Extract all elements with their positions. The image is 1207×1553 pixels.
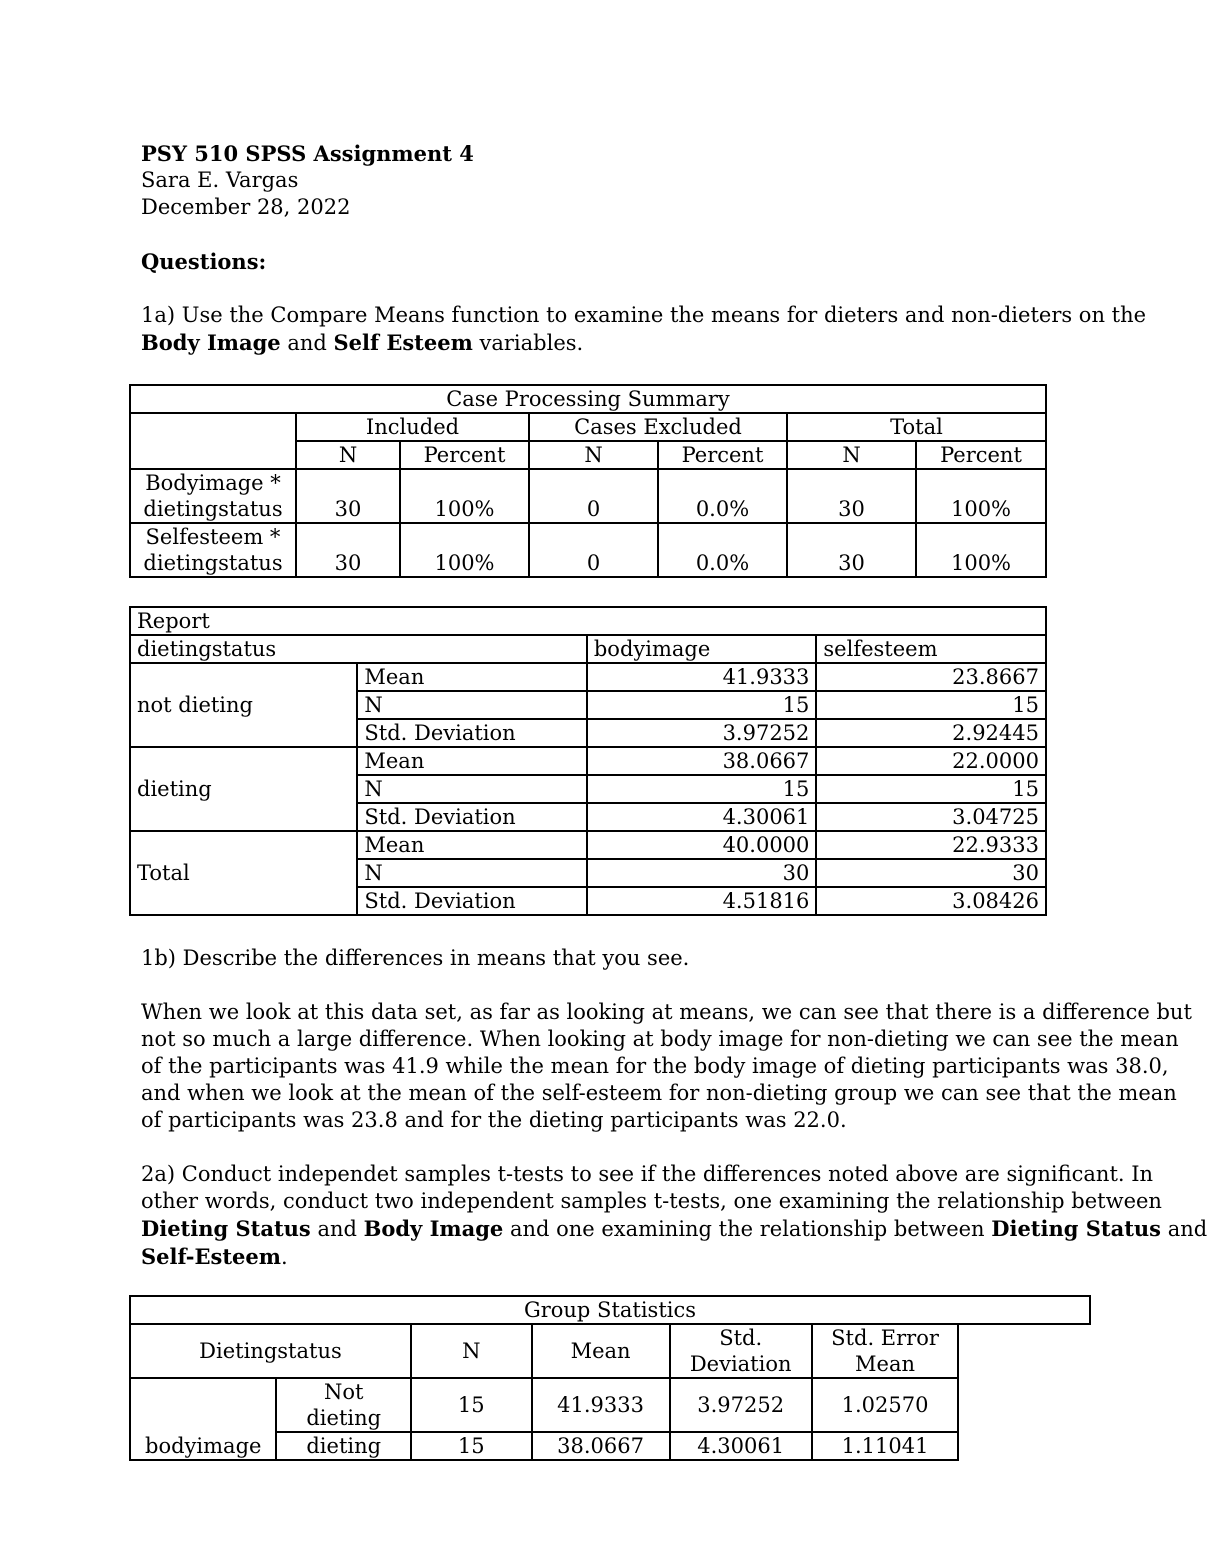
group-total: Total bbox=[787, 413, 1046, 441]
stat-label: Mean bbox=[357, 831, 586, 859]
q1a-post: variables. bbox=[472, 331, 584, 355]
cell: 30 bbox=[787, 469, 916, 523]
stat-label: Std. Deviation bbox=[357, 887, 586, 915]
q1b-question: 1b) Describe the differences in means that you see. bbox=[141, 946, 690, 970]
cell: 30 bbox=[816, 859, 1046, 887]
cell: 22.0000 bbox=[816, 747, 1046, 775]
cell: 15 bbox=[411, 1378, 532, 1432]
group-stats-header: Std. Deviation bbox=[670, 1324, 812, 1378]
table-row bbox=[130, 1378, 1090, 1432]
q2a-bold: Dieting Status bbox=[141, 1216, 311, 1241]
stat-label: Std. Deviation bbox=[357, 719, 586, 747]
q1b-answer-line: of participants was 23.8 and for the dieting participants was 22.0. bbox=[141, 1108, 847, 1132]
q2a-bold: Dieting Status bbox=[991, 1216, 1162, 1241]
group-stats-title: Group Statistics bbox=[130, 1296, 1090, 1324]
q1a-text: 1a) Use the Compare Means function to examine the means for dieters and non-dieters on the bbox=[141, 303, 1147, 327]
stat-label: Mean bbox=[357, 663, 586, 691]
document-header bbox=[141, 140, 1147, 357]
cell: 4.51816 bbox=[587, 887, 817, 915]
cell: 100% bbox=[916, 469, 1046, 523]
q2a-text: and bbox=[310, 1217, 364, 1241]
stat-label: Mean bbox=[357, 747, 586, 775]
cell: 0.0% bbox=[658, 469, 787, 523]
sub-header: Percent bbox=[658, 441, 787, 469]
q1b-answer-line: of the participants was 41.9 while the mean for the body image of dieting participants was 38.0, bbox=[141, 1054, 1169, 1078]
cell: 38.0667 bbox=[532, 1432, 670, 1460]
group-stats-header: N bbox=[411, 1324, 532, 1378]
cell: 0.0% bbox=[658, 523, 787, 577]
cell: 0 bbox=[529, 523, 658, 577]
report-col-selfesteem: selfesteem bbox=[816, 635, 1046, 663]
group-included: Included bbox=[296, 413, 529, 441]
cell: 15 bbox=[587, 691, 817, 719]
variable-label: bodyimage bbox=[130, 1378, 276, 1460]
table-row bbox=[130, 747, 1046, 775]
q2a-text: . bbox=[280, 1245, 288, 1269]
cell: 30 bbox=[296, 469, 400, 523]
table-row bbox=[130, 523, 1046, 577]
q2a-line: 2a) Conduct independet samples t-tests to see if the differences noted above are significant. In bbox=[141, 1162, 1154, 1186]
cell: 4.30061 bbox=[587, 803, 817, 831]
cell: 30 bbox=[296, 523, 400, 577]
q2a-text: and bbox=[1161, 1217, 1207, 1241]
stat-label: N bbox=[357, 775, 586, 803]
group-statistics-table bbox=[129, 1295, 1091, 1461]
cell: 3.04725 bbox=[816, 803, 1046, 831]
row-label: Selfesteem * dietingstatus bbox=[130, 523, 296, 577]
cell: 15 bbox=[816, 775, 1046, 803]
case-summary-corner bbox=[130, 413, 296, 469]
cell: 38.0667 bbox=[587, 747, 817, 775]
group-stats-header: Dietingstatus bbox=[130, 1324, 411, 1378]
sub-header: Percent bbox=[916, 441, 1046, 469]
row-label: Bodyimage * dietingstatus bbox=[130, 469, 296, 523]
cell: 23.8667 bbox=[816, 663, 1046, 691]
q2a-text: and one examining the relationship between bbox=[503, 1217, 992, 1241]
cell: 41.9333 bbox=[532, 1378, 670, 1432]
stat-label: Std. Deviation bbox=[357, 803, 586, 831]
case-summary-title: Case Processing Summary bbox=[130, 385, 1046, 413]
group-stats-header: Mean bbox=[532, 1324, 670, 1378]
q1b-answer-line: not so much a large difference. When looking at body image for non-dieting we can see the mean bbox=[141, 1027, 1179, 1051]
group-label: dieting bbox=[130, 747, 357, 831]
q1b-block bbox=[141, 945, 1207, 1271]
sub-header: N bbox=[529, 441, 658, 469]
cell: 1.11041 bbox=[812, 1432, 959, 1460]
q1a-bold-body-image: Body Image bbox=[141, 330, 281, 355]
group-stats-header: Std. Error Mean bbox=[812, 1324, 959, 1378]
report-col-bodyimage: bodyimage bbox=[587, 635, 817, 663]
doc-date: December 28, 2022 bbox=[141, 195, 351, 219]
cell: 3.97252 bbox=[670, 1378, 812, 1432]
cell: 22.9333 bbox=[816, 831, 1046, 859]
stat-label: N bbox=[357, 859, 586, 887]
group-excluded: Cases Excluded bbox=[529, 413, 787, 441]
q2a-line bbox=[141, 1243, 1071, 1271]
cell: 3.08426 bbox=[816, 887, 1046, 915]
q1a-bold-self-esteem: Self Esteem bbox=[333, 330, 473, 355]
cell: 1.02570 bbox=[812, 1378, 959, 1432]
q2a-line: other words, conduct two independent samples t-tests, one examining the relationship between bbox=[141, 1189, 1162, 1213]
cell: 40.0000 bbox=[587, 831, 817, 859]
q2a-line bbox=[141, 1215, 1207, 1243]
cell: 15 bbox=[816, 691, 1046, 719]
cell: 0 bbox=[529, 469, 658, 523]
q1b-answer-line: When we look at this data set, as far as looking at means, we can see that there is a difference but bbox=[141, 1000, 1192, 1024]
sub-header: N bbox=[296, 441, 400, 469]
group-label: Total bbox=[130, 831, 357, 915]
cell: Not dieting bbox=[276, 1378, 410, 1432]
cell: 30 bbox=[787, 523, 916, 577]
stat-label: N bbox=[357, 691, 586, 719]
q1a-text-cont bbox=[141, 329, 1061, 357]
case-processing-summary-table bbox=[129, 384, 1047, 578]
report-table bbox=[129, 606, 1047, 916]
sub-header: Percent bbox=[400, 441, 529, 469]
table-row bbox=[130, 831, 1046, 859]
cell: 4.30061 bbox=[670, 1432, 812, 1460]
q1b-answer-line: and when we look at the mean of the self-esteem for non-dieting group we can see that the mean bbox=[141, 1081, 1177, 1105]
table-row bbox=[130, 663, 1046, 691]
q1a-mid: and bbox=[280, 331, 334, 355]
doc-author: Sara E. Vargas bbox=[141, 168, 299, 192]
group-label: not dieting bbox=[130, 663, 357, 747]
cell: 3.97252 bbox=[587, 719, 817, 747]
cell: 100% bbox=[400, 523, 529, 577]
sub-header: N bbox=[787, 441, 916, 469]
report-title: Report bbox=[130, 607, 1046, 635]
q2a-bold: Self-Esteem bbox=[141, 1244, 281, 1269]
report-col-group: dietingstatus bbox=[130, 635, 587, 663]
cell: 15 bbox=[411, 1432, 532, 1460]
cell: 30 bbox=[587, 859, 817, 887]
cell: 100% bbox=[400, 469, 529, 523]
cell: 2.92445 bbox=[816, 719, 1046, 747]
cell: 15 bbox=[587, 775, 817, 803]
cell: dieting bbox=[276, 1432, 410, 1460]
cell: 100% bbox=[916, 523, 1046, 577]
q2a-bold: Body Image bbox=[363, 1216, 504, 1241]
cell: 41.9333 bbox=[587, 663, 817, 691]
table-row bbox=[130, 469, 1046, 523]
doc-title: PSY 510 SPSS Assignment 4 bbox=[141, 141, 474, 166]
questions-heading: Questions: bbox=[141, 249, 267, 274]
